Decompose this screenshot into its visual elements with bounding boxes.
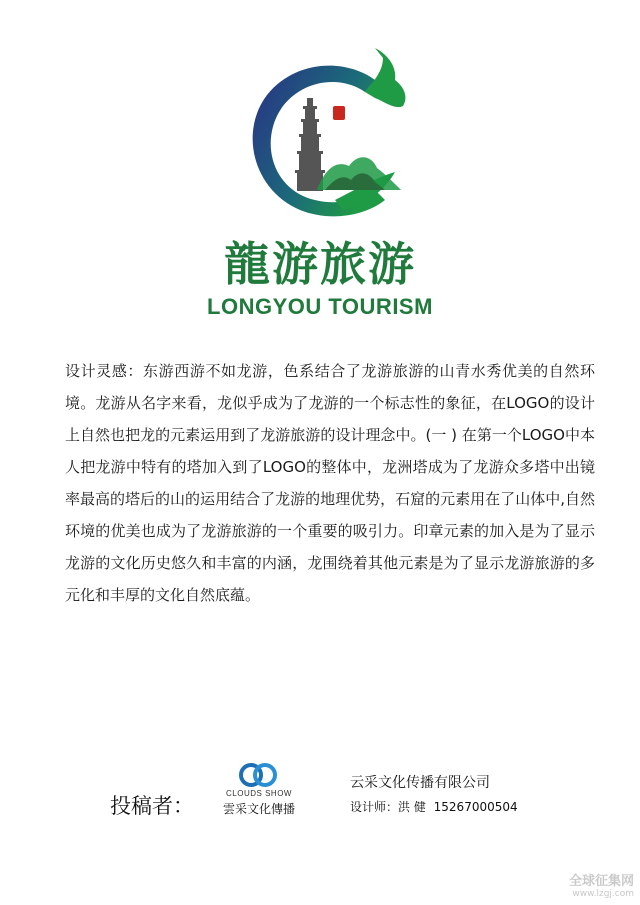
contributor-label: 投稿者：: [110, 794, 194, 818]
description-paragraph: 设计灵感：东游西游不如龙游，色系结合了龙游旅游的山青水秀优美的自然环境。龙游从名字来看，龙似乎成为了龙游的一个标志性的象征，在LOGO的设计上自然也把龙的元素运用到了龙游旅游的设计理念中。(一 ) 在第一个LOGO中本人把龙游中特有的塔加入到了LOGO的整体中，龙洲塔成为了龙游众多塔中出镜率最高的塔后的山的运用结合了龙游的地理优势，石窟的元素用在了山体中,自然环境的优美也成为了龙游旅游的一个重要的吸引力。印章元素的加入是为了显示龙游的文化历史悠久和丰富的内涵，龙围绕着其他元素是为了显示龙游旅游的多元化和丰厚的文化自然底蕴。: [65, 362, 595, 604]
title-chinese: 龍游旅游: [224, 237, 416, 291]
clouds-show-logo-icon: [236, 762, 280, 788]
designer-phone: 15267000504: [433, 800, 518, 814]
company-name: 云采文化传播有限公司: [350, 775, 490, 791]
pagoda-icon: [295, 98, 325, 191]
watermark-url: www.lzgj.com: [572, 889, 634, 899]
designer-info: [350, 798, 522, 815]
brand-english: CLOUDS SHOW: [226, 789, 292, 798]
title-english: LONGYOU TOURISM: [207, 294, 433, 319]
dragon-c-pagoda-logo-icon: [225, 40, 425, 230]
designer-label: 设计师：洪 健: [350, 800, 426, 814]
design-description: [65, 355, 595, 611]
watermark-chinese: 全球征集网: [568, 874, 634, 889]
brand-chinese: 雲采文化傳播: [222, 802, 295, 816]
seal-stamp: [333, 106, 345, 120]
watermark: [569, 870, 634, 899]
